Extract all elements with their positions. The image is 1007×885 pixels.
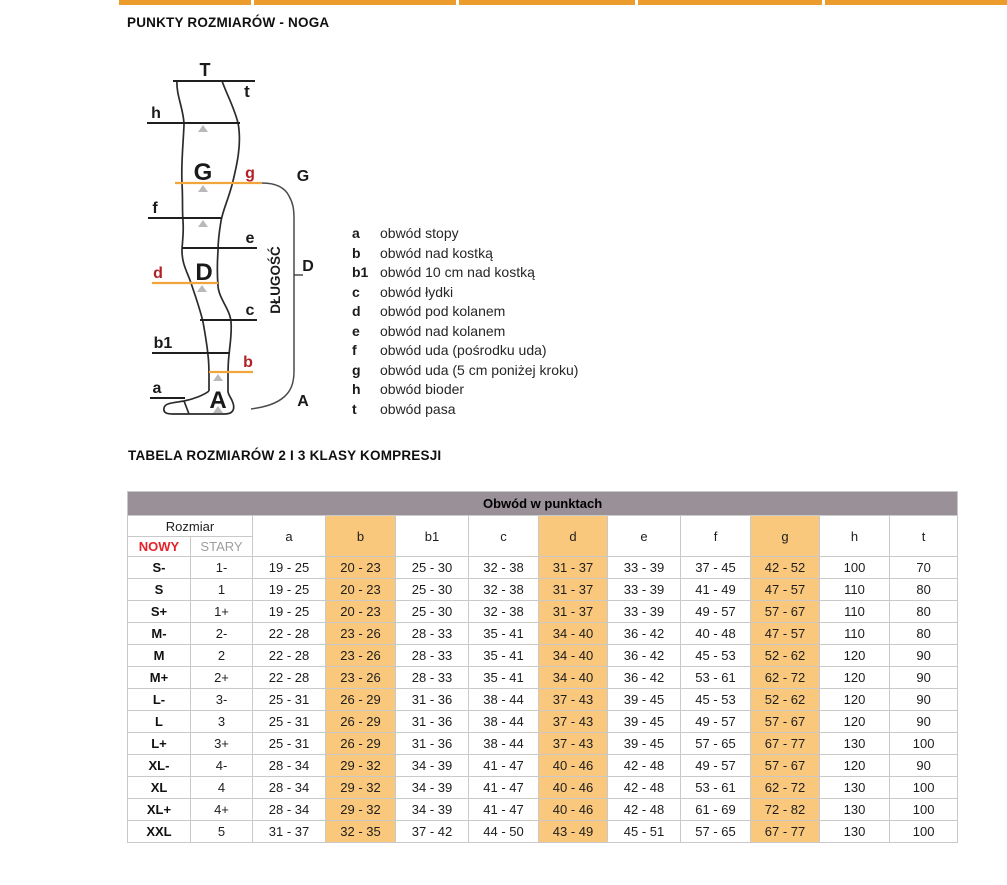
- value-cell-t: 70: [890, 557, 958, 579]
- value-cell-h: 110: [820, 579, 890, 601]
- value-cell-b1: 34 - 39: [396, 799, 469, 821]
- value-cell-f: 45 - 53: [681, 645, 751, 667]
- value-cell-c: 41 - 47: [469, 777, 539, 799]
- value-cell-a: 19 - 25: [253, 601, 326, 623]
- value-cell-b: 32 - 35: [326, 821, 396, 843]
- size-old-cell: 4-: [191, 755, 253, 777]
- value-cell-d: 40 - 46: [539, 755, 608, 777]
- table-row-M-: [128, 623, 958, 645]
- value-cell-b1: 34 - 39: [396, 777, 469, 799]
- value-cell-a: 25 - 31: [253, 733, 326, 755]
- measure-column-header-b: b: [326, 516, 396, 557]
- label-d: d: [153, 265, 163, 282]
- legend-item: [352, 400, 578, 420]
- value-cell-a: 19 - 25: [253, 557, 326, 579]
- value-cell-g: 52 - 62: [751, 645, 820, 667]
- legend-key: a: [352, 225, 360, 241]
- value-cell-b: 29 - 32: [326, 799, 396, 821]
- value-cell-a: 25 - 31: [253, 711, 326, 733]
- label-c: c: [245, 302, 255, 319]
- value-cell-b: 29 - 32: [326, 777, 396, 799]
- value-cell-g: 52 - 62: [751, 689, 820, 711]
- value-cell-c: 41 - 47: [469, 755, 539, 777]
- value-cell-t: 80: [890, 601, 958, 623]
- value-cell-b: 20 - 23: [326, 557, 396, 579]
- value-cell-d: 31 - 37: [539, 579, 608, 601]
- legend-key: b1: [352, 264, 369, 280]
- size-old-cell: 3-: [191, 689, 253, 711]
- value-cell-e: 42 - 48: [608, 777, 681, 799]
- legend-item: [352, 322, 578, 342]
- value-cell-b1: 28 - 33: [396, 623, 469, 645]
- value-cell-t: 90: [890, 667, 958, 689]
- table-header-bar: Obwód w punktach: [128, 492, 958, 516]
- value-cell-d: 43 - 49: [539, 821, 608, 843]
- size-new-cell: L: [128, 711, 191, 733]
- top-accent-segment: [254, 0, 456, 5]
- legend-text: obwód pasa: [380, 400, 456, 417]
- legend-key: h: [352, 381, 361, 397]
- value-cell-b: 23 - 26: [326, 645, 396, 667]
- legend-text: obwód nad kolanem: [380, 322, 506, 339]
- value-cell-f: 49 - 57: [681, 711, 751, 733]
- value-cell-c: 32 - 38: [469, 557, 539, 579]
- value-cell-a: 28 - 34: [253, 777, 326, 799]
- size-new-cell: XL+: [128, 799, 191, 821]
- value-cell-h: 120: [820, 755, 890, 777]
- value-cell-d: 37 - 43: [539, 711, 608, 733]
- value-cell-d: 40 - 46: [539, 799, 608, 821]
- value-cell-g: 47 - 57: [751, 623, 820, 645]
- label-D-big: D: [195, 259, 213, 286]
- value-cell-b1: 28 - 33: [396, 667, 469, 689]
- label-b1: b1: [153, 335, 173, 352]
- value-cell-b1: 25 - 30: [396, 601, 469, 623]
- legend-key: t: [352, 400, 357, 417]
- value-cell-c: 32 - 38: [469, 601, 539, 623]
- arrow-h: [198, 125, 208, 132]
- value-cell-e: 36 - 42: [608, 645, 681, 667]
- value-cell-g: 57 - 67: [751, 711, 820, 733]
- value-cell-b1: 25 - 30: [396, 579, 469, 601]
- value-cell-e: 42 - 48: [608, 799, 681, 821]
- value-cell-c: 35 - 41: [469, 667, 539, 689]
- page-title: PUNKTY ROZMIARÓW - NOGA: [127, 15, 330, 30]
- size-table-body: [128, 557, 958, 843]
- value-cell-d: 34 - 40: [539, 645, 608, 667]
- value-cell-h: 120: [820, 711, 890, 733]
- legend-item: [352, 380, 578, 400]
- value-cell-t: 90: [890, 711, 958, 733]
- measure-column-header-t: t: [890, 516, 958, 557]
- legend-item: [352, 244, 578, 264]
- value-cell-e: 33 - 39: [608, 601, 681, 623]
- value-cell-b: 23 - 26: [326, 623, 396, 645]
- legend-key: c: [352, 283, 360, 300]
- legend-item: [352, 283, 578, 303]
- table-title: TABELA ROZMIARÓW 2 I 3 KLASY KOMPRESJI: [128, 448, 442, 463]
- table-row-L-: [128, 689, 958, 711]
- value-cell-a: 22 - 28: [253, 667, 326, 689]
- value-cell-b: 26 - 29: [326, 689, 396, 711]
- table-row-XL: [128, 777, 958, 799]
- legend-item: [352, 361, 578, 381]
- value-cell-e: 45 - 51: [608, 821, 681, 843]
- legend-text: obwód stopy: [380, 225, 459, 241]
- value-cell-d: 40 - 46: [539, 777, 608, 799]
- size-new-cell: S: [128, 579, 191, 601]
- value-cell-h: 100: [820, 557, 890, 579]
- value-cell-a: 28 - 34: [253, 755, 326, 777]
- top-accent-segment: [638, 0, 822, 5]
- value-cell-f: 45 - 53: [681, 689, 751, 711]
- value-cell-e: 36 - 42: [608, 667, 681, 689]
- value-cell-a: 22 - 28: [253, 623, 326, 645]
- table-row-S-: [128, 557, 958, 579]
- value-cell-b: 26 - 29: [326, 711, 396, 733]
- label-f: f: [152, 200, 158, 217]
- value-cell-a: 19 - 25: [253, 579, 326, 601]
- legend-item: [352, 263, 578, 283]
- value-cell-t: 100: [890, 777, 958, 799]
- value-cell-d: 34 - 40: [539, 667, 608, 689]
- size-new-cell: XL-: [128, 755, 191, 777]
- table-row-S: [128, 579, 958, 601]
- leg-diagram-svg: [127, 55, 357, 427]
- value-cell-g: 57 - 67: [751, 755, 820, 777]
- value-cell-t: 80: [890, 623, 958, 645]
- toe-cap-line: [184, 401, 189, 414]
- bracket-label-D: D: [302, 258, 314, 275]
- value-cell-t: 90: [890, 645, 958, 667]
- size-new-cell: S-: [128, 557, 191, 579]
- legend-item: [352, 341, 578, 361]
- column-header-new: NOWY: [128, 537, 191, 557]
- value-cell-h: 130: [820, 821, 890, 843]
- measure-column-header-g: g: [751, 516, 820, 557]
- legend-key: b: [352, 244, 361, 261]
- value-cell-b: 23 - 26: [326, 667, 396, 689]
- legend-text: obwód bioder: [380, 381, 465, 397]
- value-cell-b1: 34 - 39: [396, 755, 469, 777]
- label-A-big: A: [209, 387, 227, 414]
- value-cell-g: 42 - 52: [751, 557, 820, 579]
- table-row-L+: [128, 733, 958, 755]
- value-cell-f: 49 - 57: [681, 755, 751, 777]
- table-row-XL-: [128, 755, 958, 777]
- value-cell-c: 44 - 50: [469, 821, 539, 843]
- bracket-label-A: A: [297, 393, 309, 410]
- legend-text: obwód pod kolanem: [380, 303, 506, 319]
- value-cell-f: 57 - 65: [681, 821, 751, 843]
- legend-text: obwód 10 cm nad kostką: [380, 264, 535, 280]
- value-cell-c: 35 - 41: [469, 623, 539, 645]
- value-cell-t: 100: [890, 821, 958, 843]
- value-cell-c: 38 - 44: [469, 711, 539, 733]
- value-cell-d: 31 - 37: [539, 601, 608, 623]
- size-old-cell: 4+: [191, 799, 253, 821]
- arrow-g: [198, 185, 208, 192]
- legend-item: [352, 224, 578, 244]
- table-row-XXL: [128, 821, 958, 843]
- legend-text: obwód nad kostką: [380, 244, 493, 261]
- value-cell-t: 100: [890, 733, 958, 755]
- value-cell-h: 130: [820, 777, 890, 799]
- value-cell-g: 62 - 72: [751, 667, 820, 689]
- value-cell-c: 38 - 44: [469, 733, 539, 755]
- arrow-b: [213, 374, 223, 381]
- size-new-cell: XXL: [128, 821, 191, 843]
- size-new-cell: M-: [128, 623, 191, 645]
- value-cell-b1: 28 - 33: [396, 645, 469, 667]
- table-row-XL+: [128, 799, 958, 821]
- size-old-cell: 2+: [191, 667, 253, 689]
- value-cell-g: 47 - 57: [751, 579, 820, 601]
- value-cell-g: 72 - 82: [751, 799, 820, 821]
- size-new-cell: XL: [128, 777, 191, 799]
- size-table: [127, 491, 958, 843]
- arrow-f: [198, 220, 208, 227]
- value-cell-b1: 31 - 36: [396, 733, 469, 755]
- size-old-cell: 4: [191, 777, 253, 799]
- size-old-cell: 2: [191, 645, 253, 667]
- legend-text: obwód łydki: [380, 283, 454, 300]
- label-g: g: [245, 165, 255, 182]
- value-cell-b1: 31 - 36: [396, 711, 469, 733]
- value-cell-b1: 37 - 42: [396, 821, 469, 843]
- value-cell-a: 25 - 31: [253, 689, 326, 711]
- value-cell-b: 29 - 32: [326, 755, 396, 777]
- size-old-cell: 3: [191, 711, 253, 733]
- label-e: e: [245, 230, 255, 247]
- measure-column-header-c: c: [469, 516, 539, 557]
- legend-text: obwód uda (5 cm poniżej kroku): [380, 361, 579, 378]
- size-old-cell: 3+: [191, 733, 253, 755]
- size-new-cell: S+: [128, 601, 191, 623]
- value-cell-f: 40 - 48: [681, 623, 751, 645]
- column-header-old: STARY: [191, 537, 253, 557]
- value-cell-t: 80: [890, 579, 958, 601]
- value-cell-e: 39 - 45: [608, 733, 681, 755]
- value-cell-b: 20 - 23: [326, 579, 396, 601]
- value-cell-d: 31 - 37: [539, 557, 608, 579]
- measure-column-header-a: a: [253, 516, 326, 557]
- value-cell-t: 90: [890, 755, 958, 777]
- value-cell-h: 110: [820, 623, 890, 645]
- length-axis-label: DŁUGOŚĆ: [268, 246, 283, 314]
- value-cell-e: 39 - 45: [608, 711, 681, 733]
- table-row-L: [128, 711, 958, 733]
- value-cell-c: 32 - 38: [469, 579, 539, 601]
- label-t: t: [244, 82, 250, 101]
- value-cell-h: 110: [820, 601, 890, 623]
- table-row-S+: [128, 601, 958, 623]
- value-cell-h: 120: [820, 689, 890, 711]
- legend-key: e: [352, 322, 360, 339]
- size-new-cell: M+: [128, 667, 191, 689]
- legend-list: [352, 224, 578, 419]
- value-cell-e: 39 - 45: [608, 689, 681, 711]
- size-new-cell: L-: [128, 689, 191, 711]
- value-cell-t: 90: [890, 689, 958, 711]
- value-cell-h: 120: [820, 645, 890, 667]
- value-cell-d: 37 - 43: [539, 733, 608, 755]
- label-b: b: [243, 354, 253, 371]
- value-cell-f: 37 - 45: [681, 557, 751, 579]
- size-old-cell: 1-: [191, 557, 253, 579]
- leg-measurement-diagram: [127, 55, 357, 427]
- value-cell-f: 57 - 65: [681, 733, 751, 755]
- legend-item: [352, 302, 578, 322]
- measure-column-header-e: e: [608, 516, 681, 557]
- value-cell-f: 53 - 61: [681, 667, 751, 689]
- value-cell-e: 33 - 39: [608, 579, 681, 601]
- top-accent-segment: [119, 0, 251, 5]
- label-T: T: [199, 60, 211, 80]
- value-cell-b1: 25 - 30: [396, 557, 469, 579]
- label-G-big: G: [193, 159, 213, 186]
- value-cell-g: 67 - 77: [751, 821, 820, 843]
- label-h: h: [151, 105, 161, 122]
- value-cell-f: 49 - 57: [681, 601, 751, 623]
- bracket-label-G: G: [296, 168, 310, 185]
- size-old-cell: 2-: [191, 623, 253, 645]
- value-cell-e: 33 - 39: [608, 557, 681, 579]
- size-old-cell: 5: [191, 821, 253, 843]
- value-cell-f: 53 - 61: [681, 777, 751, 799]
- value-cell-a: 22 - 28: [253, 645, 326, 667]
- legend-text: obwód uda (pośrodku uda): [380, 342, 547, 358]
- value-cell-g: 62 - 72: [751, 777, 820, 799]
- legend-key: g: [352, 361, 361, 378]
- value-cell-h: 130: [820, 733, 890, 755]
- measure-column-header-f: f: [681, 516, 751, 557]
- value-cell-b: 26 - 29: [326, 733, 396, 755]
- value-cell-f: 61 - 69: [681, 799, 751, 821]
- measure-column-header-h: h: [820, 516, 890, 557]
- measure-column-header-d: d: [539, 516, 608, 557]
- top-accent-segment: [825, 0, 1007, 5]
- value-cell-c: 41 - 47: [469, 799, 539, 821]
- table-row-M: [128, 645, 958, 667]
- label-a: a: [152, 380, 162, 397]
- value-cell-a: 28 - 34: [253, 799, 326, 821]
- size-new-cell: M: [128, 645, 191, 667]
- measure-columns-row: [128, 516, 958, 537]
- value-cell-h: 120: [820, 667, 890, 689]
- value-cell-h: 130: [820, 799, 890, 821]
- table-row-M+: [128, 667, 958, 689]
- value-cell-g: 57 - 67: [751, 601, 820, 623]
- value-cell-g: 67 - 77: [751, 733, 820, 755]
- size-old-cell: 1+: [191, 601, 253, 623]
- value-cell-t: 100: [890, 799, 958, 821]
- value-cell-c: 38 - 44: [469, 689, 539, 711]
- measure-column-header-b1: b1: [396, 516, 469, 557]
- value-cell-d: 37 - 43: [539, 689, 608, 711]
- value-cell-b: 20 - 23: [326, 601, 396, 623]
- size-new-cell: L+: [128, 733, 191, 755]
- legend-key: f: [352, 342, 357, 358]
- size-old-cell: 1: [191, 579, 253, 601]
- legend-key: d: [352, 303, 361, 319]
- value-cell-d: 34 - 40: [539, 623, 608, 645]
- top-accent-segment: [459, 0, 635, 5]
- value-cell-e: 42 - 48: [608, 755, 681, 777]
- size-header-cell: Rozmiar: [128, 516, 253, 537]
- value-cell-b1: 31 - 36: [396, 689, 469, 711]
- value-cell-a: 31 - 37: [253, 821, 326, 843]
- value-cell-f: 41 - 49: [681, 579, 751, 601]
- value-cell-e: 36 - 42: [608, 623, 681, 645]
- arrow-d: [197, 285, 207, 292]
- value-cell-c: 35 - 41: [469, 645, 539, 667]
